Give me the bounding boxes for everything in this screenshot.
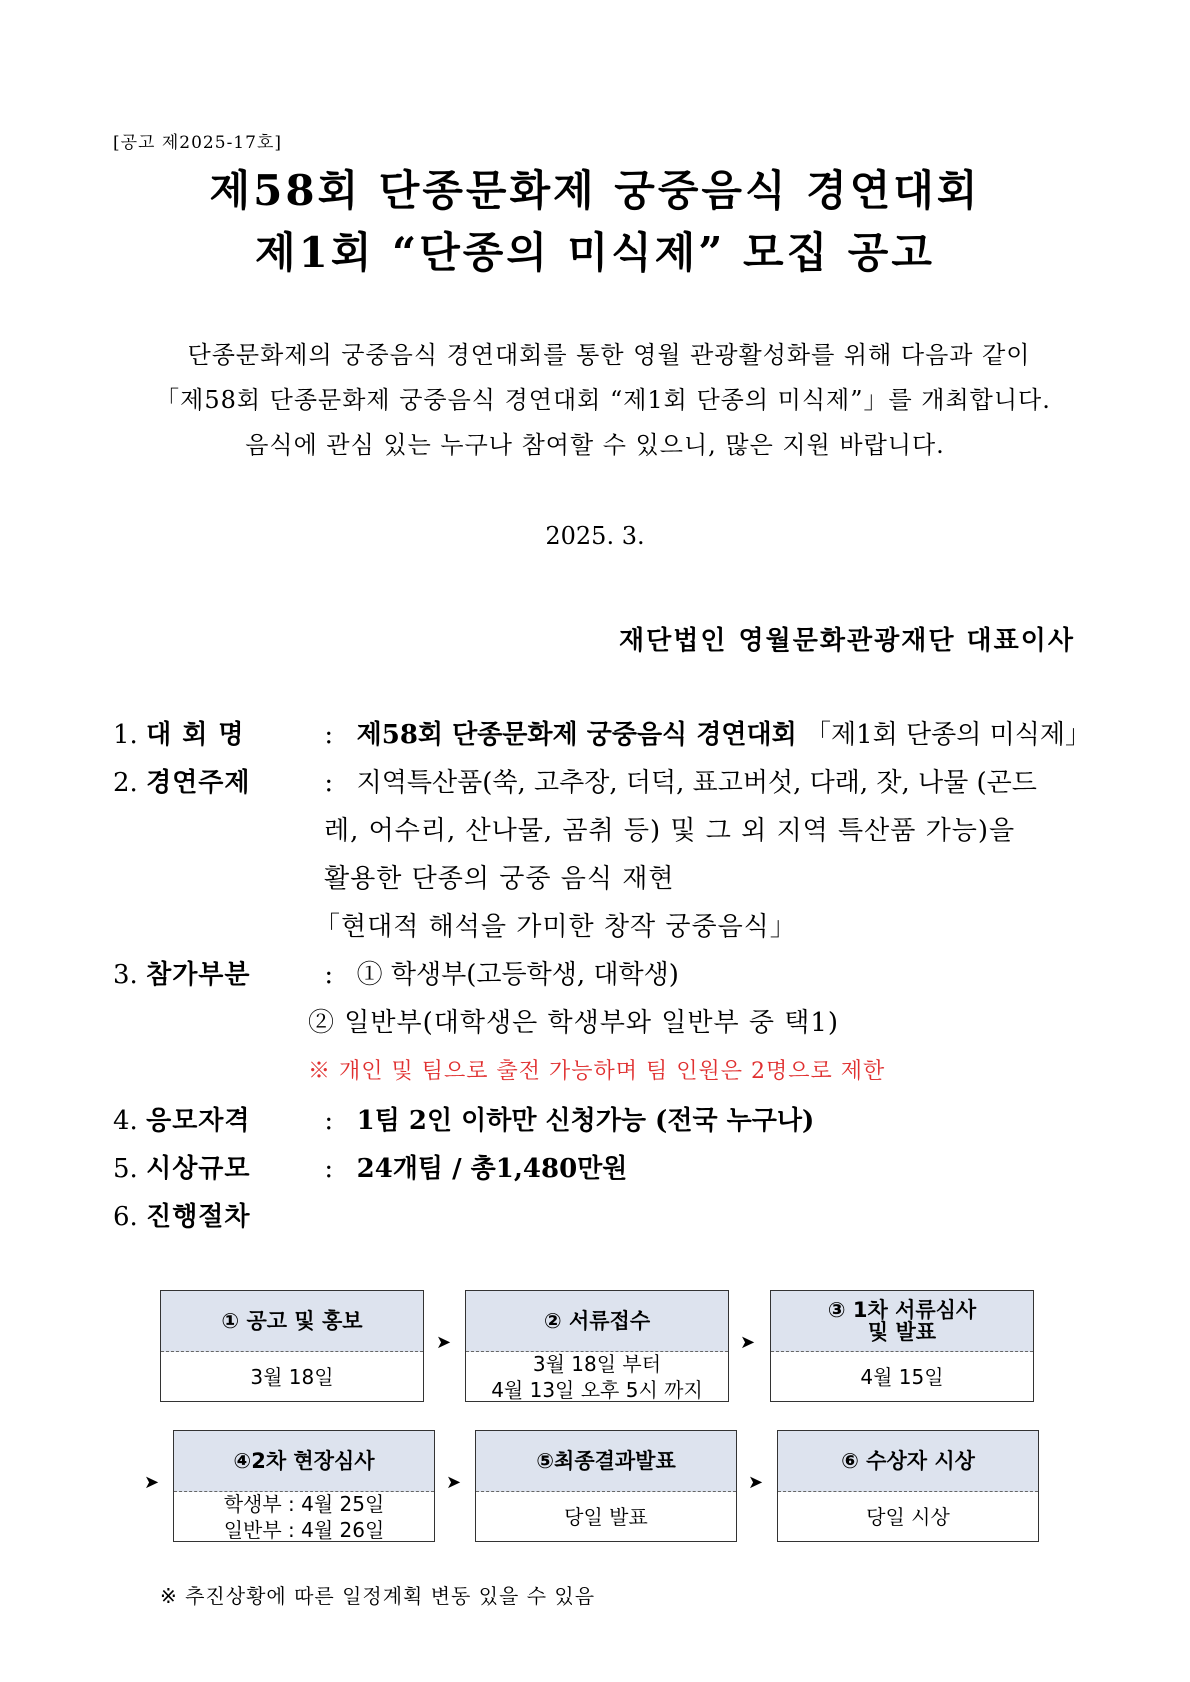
team-note: ※ 개인 및 팀으로 출전 가능하며 팀 인원은 2명으로 제한 <box>308 1059 886 1084</box>
eligibility-value: 1팀 2인 이하만 신청가능 (전국 누구나) <box>356 1106 815 1136</box>
item-colon: : <box>324 768 334 798</box>
arrow-icon: ➤ <box>740 1332 756 1353</box>
item-label: 참가부분 <box>146 960 251 990</box>
step-title: ⑤최종결과발표 <box>476 1431 736 1492</box>
theme-line-1: 지역특산품(쑥, 고추장, 더덕, 표고버섯, 다래, 잣, 나물 (곤드 <box>356 768 1037 798</box>
theme-line-2: 레, 어수리, 산나물, 곰취 등) 및 그 외 지역 특산품 가능)을 <box>324 816 1016 846</box>
item-number: 1. <box>113 720 138 750</box>
contest-name-bold: 제58회 단종문화제 궁중음식 경연대회 <box>356 720 797 750</box>
contest-name-sub: 「제1회 단종의 미식제」 <box>804 720 1091 750</box>
prizes-value: 24개팀 / 총1,480만원 <box>356 1154 628 1184</box>
item-number: 4. <box>113 1106 138 1136</box>
item-contest-name <box>113 714 1091 751</box>
item-categories <box>113 954 679 991</box>
item-number: 2. <box>113 768 138 798</box>
title-line-2: 제1회 “단종의 미식제” 모집 공고 <box>255 228 935 277</box>
step-5-final-results <box>475 1430 737 1542</box>
organization-signature: 재단법인 영월문화관광재단 대표이사 <box>619 626 1075 656</box>
item-label: 경연주제 <box>146 768 251 798</box>
item-procedure <box>113 1196 316 1233</box>
step-title: ① 공고 및 홍보 <box>161 1291 423 1352</box>
notice-number: [공고 제2025-17호] <box>113 133 282 153</box>
item-label: 대 회 명 <box>146 720 245 750</box>
item-number: 5. <box>113 1154 138 1184</box>
theme-line-4: 「현대적 해석을 가미한 창작 궁중음식」 <box>314 912 797 942</box>
step-title: ③ 1차 서류심사 및 발표 <box>771 1291 1033 1352</box>
step-date: 3월 18일 부터 4월 13일 오후 5시 까지 <box>491 1352 703 1402</box>
item-label: 진행절차 <box>146 1202 251 1232</box>
item-number: 6. <box>113 1202 138 1232</box>
step-date: 3월 18일 <box>250 1365 334 1389</box>
item-colon: : <box>324 1154 334 1184</box>
item-label: 시상규모 <box>146 1154 251 1184</box>
step-title: ④2차 현장심사 <box>174 1431 434 1492</box>
step-date: 당일 발표 <box>564 1505 648 1529</box>
intro-line-2: 「제58회 단종문화제 궁중음식 경연대회 “제1회 단종의 미식제”」를 개최합니다. <box>155 386 1051 414</box>
item-theme <box>113 762 1037 799</box>
category-student: ① 학생부(고등학생, 대학생) <box>356 960 679 990</box>
step-date: 학생부 : 4월 25일 일반부 : 4월 26일 <box>223 1492 385 1542</box>
item-label: 응모자격 <box>146 1106 251 1136</box>
step-1-announcement <box>160 1290 424 1402</box>
arrow-icon: ➤ <box>144 1472 160 1493</box>
step-title: ⑥ 수상자 시상 <box>778 1431 1038 1492</box>
intro-line-1: 단종문화제의 궁중음식 경연대회를 통한 영월 관광활성화를 위해 다음과 같이 <box>187 341 1031 369</box>
item-prizes <box>113 1148 627 1185</box>
item-eligibility <box>113 1100 814 1137</box>
arrow-icon: ➤ <box>446 1472 462 1493</box>
step-3-screening <box>770 1290 1034 1402</box>
arrow-icon: ➤ <box>436 1332 452 1353</box>
category-general: ② 일반부(대학생은 학생부와 일반부 중 택1) <box>308 1008 840 1038</box>
step-date: 4월 15일 <box>860 1365 944 1389</box>
arrow-icon: ➤ <box>748 1472 764 1493</box>
item-number: 3. <box>113 960 138 990</box>
step-2-application <box>465 1290 729 1402</box>
announcement-date: 2025. 3. <box>545 522 645 550</box>
title-line-1: 제58회 단종문화제 궁중음식 경연대회 <box>209 166 981 215</box>
step-date: 당일 시상 <box>866 1505 950 1529</box>
item-colon: : <box>324 960 334 990</box>
item-colon: : <box>324 1106 334 1136</box>
intro-line-3: 음식에 관심 있는 누구나 참여할 수 있으니, 많은 지원 바랍니다. <box>245 431 945 459</box>
theme-line-3: 활용한 단종의 궁중 음식 재현 <box>324 864 675 894</box>
item-colon: : <box>324 720 334 750</box>
step-4-onsite-judging <box>173 1430 435 1542</box>
footnote: ※ 추진상황에 따른 일정계획 변동 있을 수 있음 <box>160 1584 596 1608</box>
step-title: ② 서류접수 <box>466 1291 728 1352</box>
step-6-awards <box>777 1430 1039 1542</box>
